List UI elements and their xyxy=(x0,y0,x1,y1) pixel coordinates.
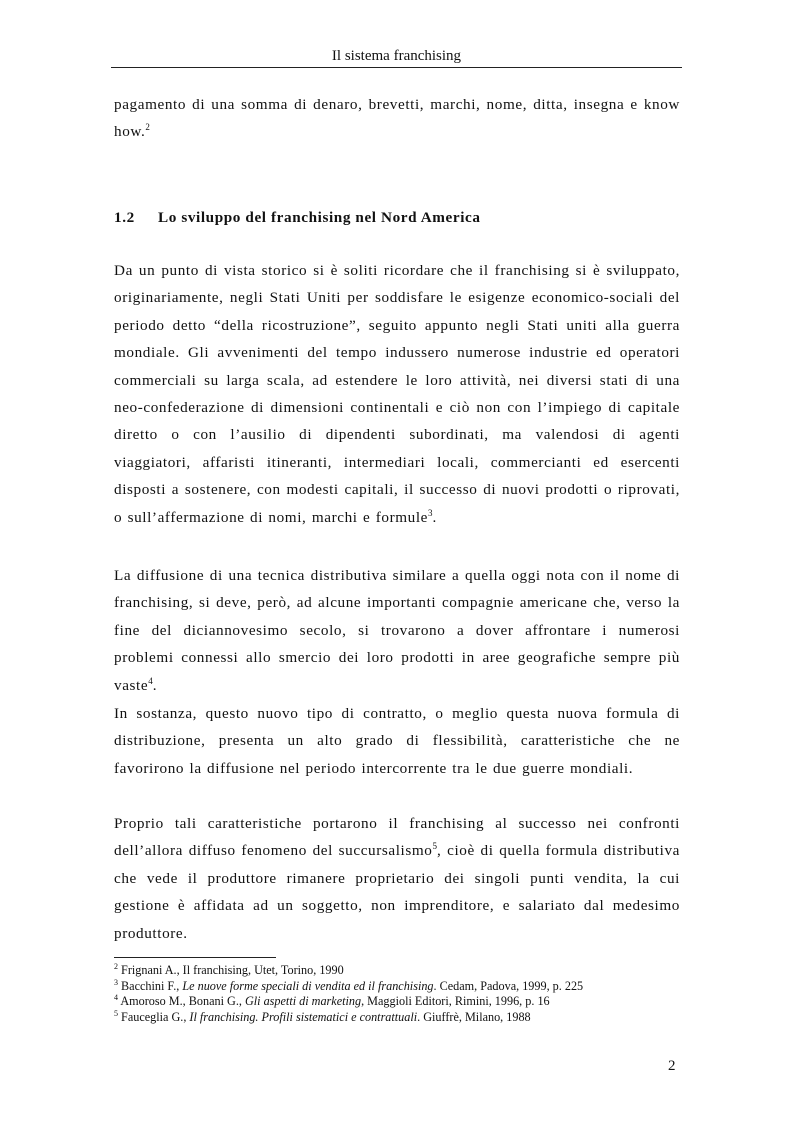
footnote-number: 3 xyxy=(114,977,118,987)
footnote-number: 5 xyxy=(114,1008,118,1018)
paragraph-4 xyxy=(114,810,680,947)
footnote-text: Fauceglia G., xyxy=(121,1009,190,1024)
paragraph-1-end: . xyxy=(432,508,437,526)
paragraph-4-end: , cioè di quella formula distributiva che vede il produttore rimanere proprietario dei singoli punti vendita, la cui gestione è affidata ad un soggetto, non imprenditore, e salariato dal medesimo produttore. xyxy=(114,842,680,942)
page-number: 2 xyxy=(668,1058,676,1074)
intro-paragraph xyxy=(114,91,680,146)
paragraph-2 xyxy=(114,562,680,699)
footnote-text: Frignani A., Il franchising, Utet, Torino, 1990 xyxy=(121,963,344,977)
header-rule xyxy=(111,67,682,68)
footnote-number: 4 xyxy=(114,992,118,1002)
paragraph-2-end: . xyxy=(152,676,158,694)
footnote-ref-3: 3 xyxy=(428,507,433,518)
footnote-title: Gli aspetti di marketing xyxy=(244,994,362,1008)
section-title: Lo sviluppo del franchising nel Nord America xyxy=(158,209,481,226)
footnote-rule xyxy=(114,957,276,958)
footnote-5 xyxy=(114,1010,680,1026)
footnote-title: Il franchising. Profili sistematici e contrattuali xyxy=(189,1009,418,1024)
footnotes xyxy=(114,963,680,1025)
paragraph-3-text: In sostanza, questo nuovo tipo di contratto, o meglio questa nuova formula di distribuzione, presenta un alto grado di flessibilità, caratteristiche che ne favorirono la diffusione nel periodo intercorrente tra le due guerre mondiali. xyxy=(114,705,680,777)
paragraph-1 xyxy=(114,257,680,531)
footnote-number: 2 xyxy=(114,961,118,971)
footnote-3 xyxy=(114,979,680,995)
paragraph-1-text: Da un punto di vista storico si è soliti ricordare che il franchising si è sviluppato, originariamente, negli Stati Uniti per soddisfare le esigenze economico-sociali del periodo detto “della ricostruzione”, seguito appunto negli Stati uniti alla guerra mondiale. Gli avvenimenti del tempo indussero numerose industrie ed operatori commerciali su larga scala, ad estendere le loro attività, nei diversi stati di una neo-confederazione di dimensioni continentali e ciò non con l’impiego di capitale diretto o con l’ausilio di dipendenti subordinati, ma valendosi di agenti viaggiatori, affaristi itineranti, intermediari locali, commercianti ed esercenti disposti a sostenere, con modesti capitali, il successo di nuovi prodotti o riprovati, o sull’affermazione di nomi, marchi e formule xyxy=(114,262,680,526)
footnote-ref-5: 5 xyxy=(432,841,437,852)
paragraph-2-text: La diffusione di una tecnica distributiva similare a quella oggi nota con il nome di franchising, si deve, però, ad alcune importanti compagnie americane che, verso la fine del diciannovesimo secolo, si trovarono a dover affrontare i numerosi problemi connessi allo smercio dei loro prodotti in aree geografiche sempre più vaste xyxy=(114,567,680,694)
section-number: 1.2 xyxy=(114,209,135,226)
footnote-text: Bacchini F., xyxy=(121,978,183,993)
footnote-title: Le nuove forme speciali di vendita ed il franchising xyxy=(182,978,434,993)
paragraph-3 xyxy=(114,700,680,782)
section-heading xyxy=(114,209,481,227)
footnote-text-end: . Cedam, Padova, 1999, p. 225 xyxy=(433,978,584,993)
footnote-text: Amoroso M., Bonani G., xyxy=(120,994,245,1008)
running-header: Il sistema franchising xyxy=(331,48,462,64)
footnote-text-end: . Giuffrè, Milano, 1988 xyxy=(417,1009,531,1024)
footnote-4 xyxy=(114,994,680,1010)
footnote-ref-2: 2 xyxy=(145,122,150,133)
intro-text: pagamento di una somma di denaro, brevetti, marchi, nome, ditta, insegna e know how. xyxy=(114,96,680,141)
footnote-ref-4: 4 xyxy=(148,675,153,686)
footnote-text-end: , Maggioli Editori, Rimini, 1996, p. 16 xyxy=(361,994,550,1008)
paragraph-4-text: Proprio tali caratteristiche portarono il franchising al successo nei confronti dell’allora diffuso fenomeno del succursalismo xyxy=(114,815,680,860)
footnote-2 xyxy=(114,963,680,979)
